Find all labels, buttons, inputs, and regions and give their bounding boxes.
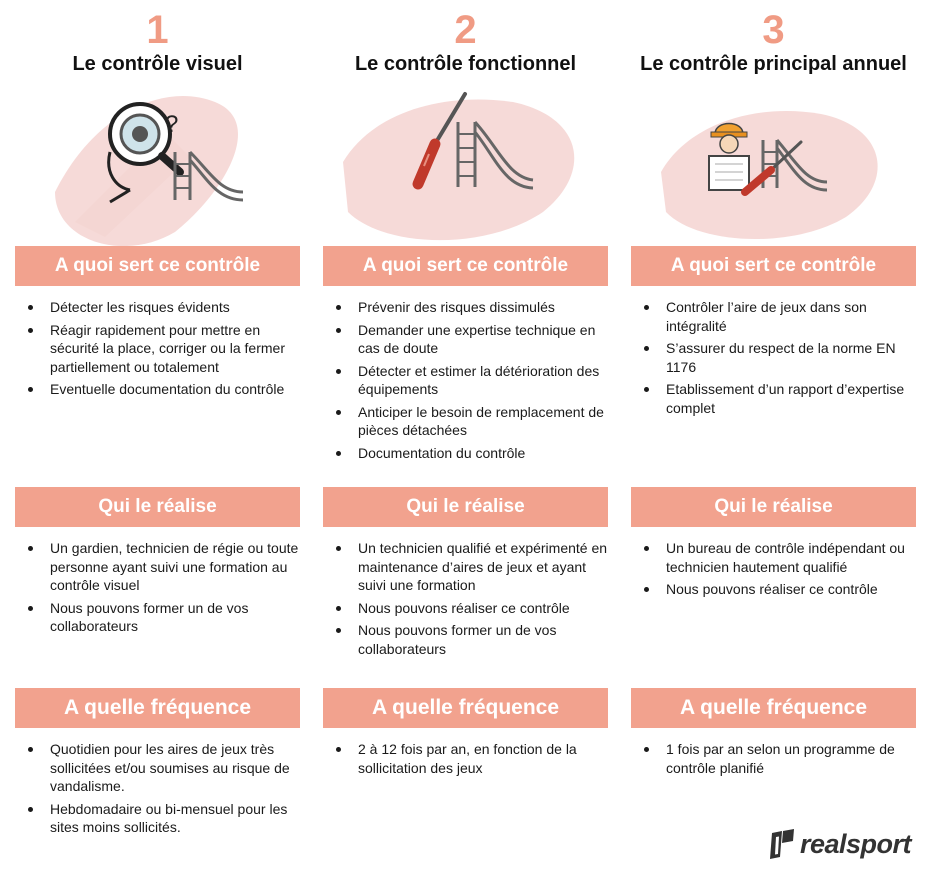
list-item: Détecter et estimer la détérioration des équipements: [323, 362, 608, 399]
list-item: 2 à 12 fois par an, en fonction de la sollicitation des jeux: [323, 740, 608, 777]
list-item: Nous pouvons réaliser ce contrôle: [323, 599, 608, 618]
list-item: Un gardien, technicien de régie ou toute personne ayant suivi une formation au contrôle visuel: [15, 539, 300, 595]
list-item: Prévenir des risques dissimulés: [323, 298, 608, 317]
list-item: Eventuelle documentation du contrôle: [15, 380, 300, 399]
purpose-list: [323, 298, 608, 466]
frequency-list: [323, 740, 608, 781]
step-number: 2: [454, 8, 477, 52]
list-item: Contrôler l’aire de jeux dans son intégralité: [631, 298, 916, 335]
frequency-list: [15, 740, 300, 841]
list-item: Quotidien pour les aires de jeux très sollicitées et/ou soumises au risque de vandalisme.: [15, 740, 300, 796]
list-item: Anticiper le besoin de remplacement de pièces détachées: [323, 403, 608, 440]
list-item: Documentation du contrôle: [323, 444, 608, 463]
list-item: Nous pouvons réaliser ce contrôle: [631, 580, 916, 599]
column-title: Le contrôle principal annuel: [640, 53, 907, 75]
logo-text: realsport: [800, 828, 912, 859]
list-item: Etablissement d’un rapport d’expertise complet: [631, 380, 916, 417]
section-heading-frequency: A quelle fréquence: [15, 688, 300, 728]
section-heading-who: Qui le réalise: [323, 487, 608, 527]
svg-text:?: ?: [165, 111, 179, 138]
screwdriver-and-slide-icon: [323, 72, 608, 252]
section-heading-frequency: A quelle fréquence: [631, 688, 916, 728]
section-heading-purpose: A quoi sert ce contrôle: [15, 246, 300, 286]
column-annual-control: [631, 0, 916, 883]
realsport-logo-icon: [768, 827, 796, 861]
step-number: 1: [146, 8, 169, 52]
list-item: Un technicien qualifié et expérimenté en maintenance d’aires de jeux et ayant suivi une formation: [323, 539, 608, 595]
section-heading-purpose: A quoi sert ce contrôle: [323, 246, 608, 286]
list-item: 1 fois par an selon un programme de contrôle planifié: [631, 740, 916, 777]
section-heading-who: Qui le réalise: [15, 487, 300, 527]
list-item: Un bureau de contrôle indépendant ou technicien hautement qualifié: [631, 539, 916, 576]
section-heading-frequency: A quelle fréquence: [323, 688, 608, 728]
section-heading-who: Qui le réalise: [631, 487, 916, 527]
list-item: Nous pouvons former un de vos collaborateurs: [323, 621, 608, 658]
purpose-list: [15, 298, 300, 403]
engineer-screwdriver-slide-icon: [631, 72, 916, 252]
who-list: [631, 539, 916, 603]
list-item: Demander une expertise technique en cas de doute: [323, 321, 608, 358]
list-item: S’assurer du respect de la norme EN 1176: [631, 339, 916, 376]
column-title: Le contrôle fonctionnel: [354, 53, 577, 75]
magnifier-and-slide-icon: [15, 72, 300, 252]
list-item: Nous pouvons former un de vos collaborateurs: [15, 599, 300, 636]
column-title: Le contrôle visuel: [72, 53, 243, 75]
frequency-list: [631, 740, 916, 781]
list-item: Détecter les risques évidents: [15, 298, 300, 317]
step-number: 3: [762, 8, 785, 52]
list-item: Réagir rapidement pour mettre en sécurité la place, corriger ou la fermer partiellement ou totalement: [15, 321, 300, 377]
purpose-list: [631, 298, 916, 421]
section-heading-purpose: A quoi sert ce contrôle: [631, 246, 916, 286]
realsport-logo: [768, 826, 911, 862]
who-list: [15, 539, 300, 640]
column-functional-control: [323, 0, 608, 883]
list-item: Hebdomadaire ou bi-mensuel pour les sites moins sollicités.: [15, 800, 300, 837]
column-visual-control: [15, 0, 300, 883]
who-list: [323, 539, 608, 662]
